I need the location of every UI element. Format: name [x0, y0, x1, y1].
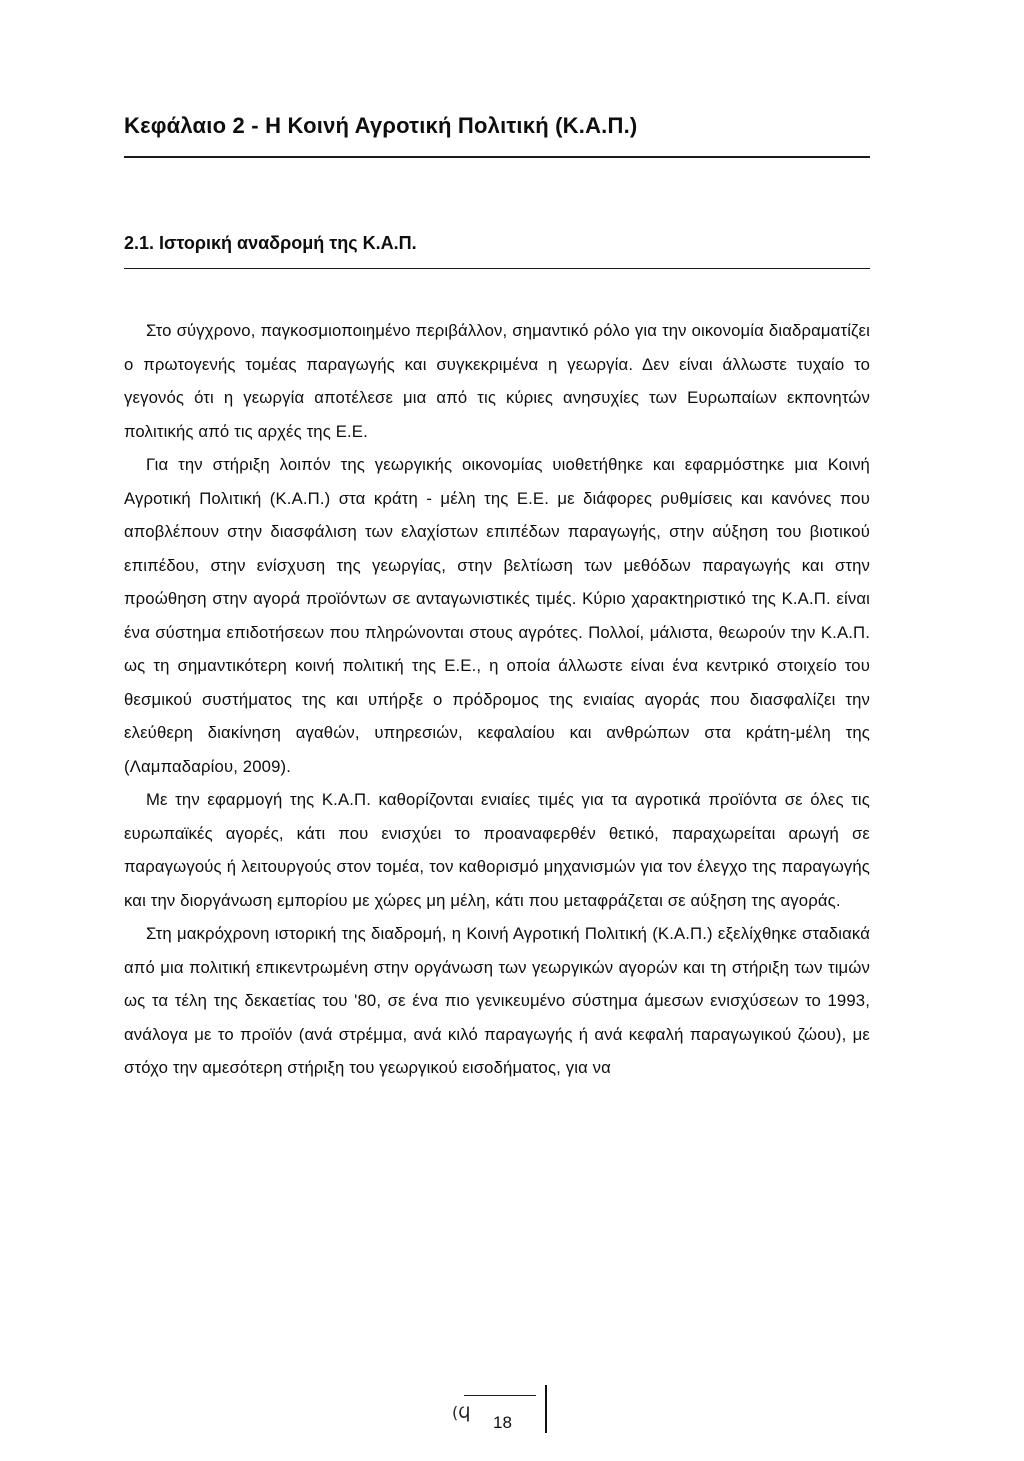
body-text: [124, 314, 870, 1085]
chapter-title-underline: [124, 156, 870, 158]
chapter-title: Κεφάλαιο 2 - Η Κοινή Αγροτική Πολιτική (Κ.Α.Π.): [124, 113, 638, 138]
paragraph: Για την στήριξη λοιπόν της γεωργικής οικονομίας υιοθετήθηκε και εφαρμόστηκε μια Κοινή Αγροτική Πολιτική (Κ.Α.Π.) στα κράτη - μέλη της Ε.Ε. με διάφορες ρυθμίσεις και κανόνες που αποβλέπουν στην διασφάλιση των ελαχίστων επιπέδων παραγωγής, στην αύξηση του βιοτικού επιπέδου, στην ενίσχυση της γεωργίας, στην βελτίωση των μεθόδων παραγωγής και στην προώθηση στην αγορά προϊόντων σε ανταγωνιστικές τιμές. Κύριο χαρακτηριστικό της Κ.Α.Π. είναι ένα σύστημα επιδοτήσεων που πληρώνονται στους αγρότες. Πολλοί, μάλιστα, θεωρούν την Κ.Α.Π. ως τη σημαντικότερη κοινή πολιτική της Ε.Ε., η οποία άλλωστε είναι ένα κεντρικό στοιχείο του θεσμικού συστήματος της και υπήρξε ο πρόδρομος της ενιαίας αγοράς που διασφαλίζει την ελεύθερη διακίνηση αγαθών, υπηρεσιών, κεφαλαίου και ανθρώπων στα κράτη-μέλη της (Λαμπαδαρίου, 2009).: [124, 455, 870, 776]
page-number: 18: [493, 1413, 512, 1432]
paragraph: Με την εφαρμογή της Κ.Α.Π. καθορίζονται ενιαίες τιμές για τα αγροτικά προϊόντα σε όλες τις ευρωπαϊκές αγορές, κάτι που ενισχύει το προαναφερθέν θετικό, παραχωρείται αρωγή σε παραγωγούς ή λειτουργούς στον τομέα, τον καθορισμό μηχανισμών για τον έλεγχο της παραγωγής και την διοργάνωση εμπορίου με χώρες μη μέλη, κάτι που μεταφράζεται σε αύξηση της αγοράς.: [124, 790, 870, 910]
paragraph: Στο σύγχρονο, παγκοσμιοποιημένο περιβάλλον, σημαντικό ρόλο για την οικονομία διαδραματίζει ο πρωτογενής τομέας παραγωγής και συγκεκριμένα η γεωργία. Δεν είναι άλλωστε τυχαίο το γεγονός ότι η γεωργία αποτέλεσε μια από τις κύριες ανησυχίες των Ευρωπαίων εκπονητών πολιτικής από τις αρχές της Ε.Ε.: [124, 321, 870, 441]
footer-bar: [545, 1385, 547, 1433]
paragraph: Στη μακρόχρονη ιστορική της διαδρομή, η Κοινή Αγροτική Πολιτική (Κ.Α.Π.) εξελίχθηκε σταδιακά από μια πολιτική επικεντρωμένη στην οργάνωση των γεωργικών αγορών και τη στήριξη των τιμών ως τα τέλη της δεκαετίας του '80, σε ένα πιο γενικευμένο σύστημα άμεσων ενισχύσεων το 1993, ανάλογα με το προϊόν (ανά στρέμμα, ανά κιλό παραγωγής ή ανά κεφαλή παραγωγικού ζώου), με στόχο την αμεσότερη στήριξη του γεωργικού εισοδήματος, για να: [124, 924, 870, 1077]
section-title: 2.1. Ιστορική αναδρομή της Κ.Α.Π.: [124, 233, 417, 253]
footer-rule: [464, 1395, 536, 1396]
footer-mark: (Ϥ: [452, 1403, 471, 1422]
section-title-underline: [124, 268, 870, 269]
page-footer: [452, 1385, 562, 1435]
